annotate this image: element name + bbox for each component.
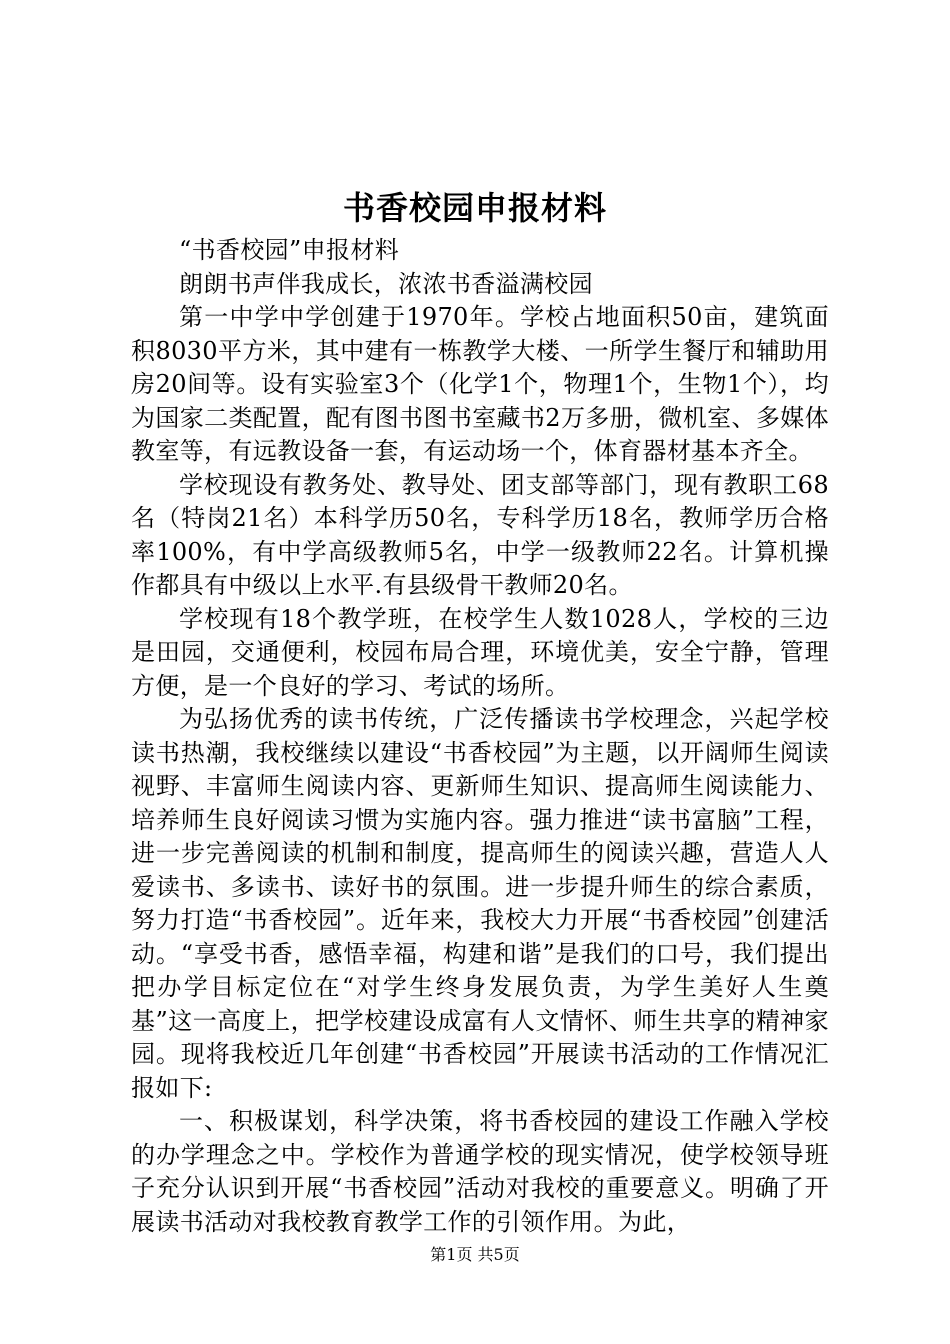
paragraph-staff: 学校现设有教务处、教导处、团支部等部门，现有教职工68名（特岗21名）本科学历50名，专科学历18名，教师学历合格率100%，有中学高级教师5名，中学一级教师22名。计算机操作都具有中级以上水平.有县级骨干教师20名。 (131, 470, 829, 599)
paragraph-reading-initiative: 为弘扬优秀的读书传统，广泛传播读书学校理念，兴起学校读书热潮，我校继续以建设“书香校园”为主题，以开阔师生阅读视野、丰富师生阅读内容、更新师生知识、提高师生阅读能力、培养师生良好阅读习惯为实施内容。强力推进“读书富脑”工程，进一步完善阅读的机制和制度，提高师生的阅读兴趣，营造人人爱读书、多读书、读好书的氛围。进一步提升师生的综合素质，努力打造“书香校园”。近年来，我校大力开展“书香校园”创建活动。“享受书香，感悟幸福，构建和谐”是我们的口号，我们提出把办学目标定位在“对学生终身发展负责，为学生美好人生奠基”这一高度上，把学校建设成富有人文情怀、师生共享的精神家园。现将我校近几年创建“书香校园”开展读书活动的工作情况汇报如下: (131, 705, 829, 1102)
paragraph-school-overview: 第一中学中学创建于1970年。学校占地面积50亩，建筑面积8030平方米，其中建有一栋教学大楼、一所学生餐厅和辅助用房20间等。设有实验室3个（化学1个，物理1个，生物1个），均为国家二类配置，配有图书图书室藏书2万多册，微机室、多媒体教室等，有远教设备一套，有运动场一个，体育器材基本齐全。 (131, 303, 829, 465)
paragraph-slogan: 朗朗书声伴我成长，浓浓书香溢满校园 (179, 269, 593, 298)
paragraph-students: 学校现有18个教学班，在校学生人数1028人，学校的三边是田园，交通便利，校园布局合理，环境优美，安全宁静，管理方便，是一个良好的学习、考试的场所。 (131, 604, 829, 700)
paragraph-section-one: 一、积极谋划，科学决策，将书香校园的建设工作融入学校的办学理念之中。学校作为普通学校的现实情况，使学校领导班子充分认识到开展“书香校园”活动对我校的重要意义。明确了开展读书活动对我校教育教学工作的引领作用。为此， (131, 1107, 829, 1236)
paragraph-subtitle: “书香校园”申报材料 (179, 236, 400, 264)
document-body (131, 234, 829, 1239)
page-number-footer: 第1页 共5页 (430, 1245, 520, 1264)
document-title: 书香校园申报材料 (342, 189, 607, 227)
